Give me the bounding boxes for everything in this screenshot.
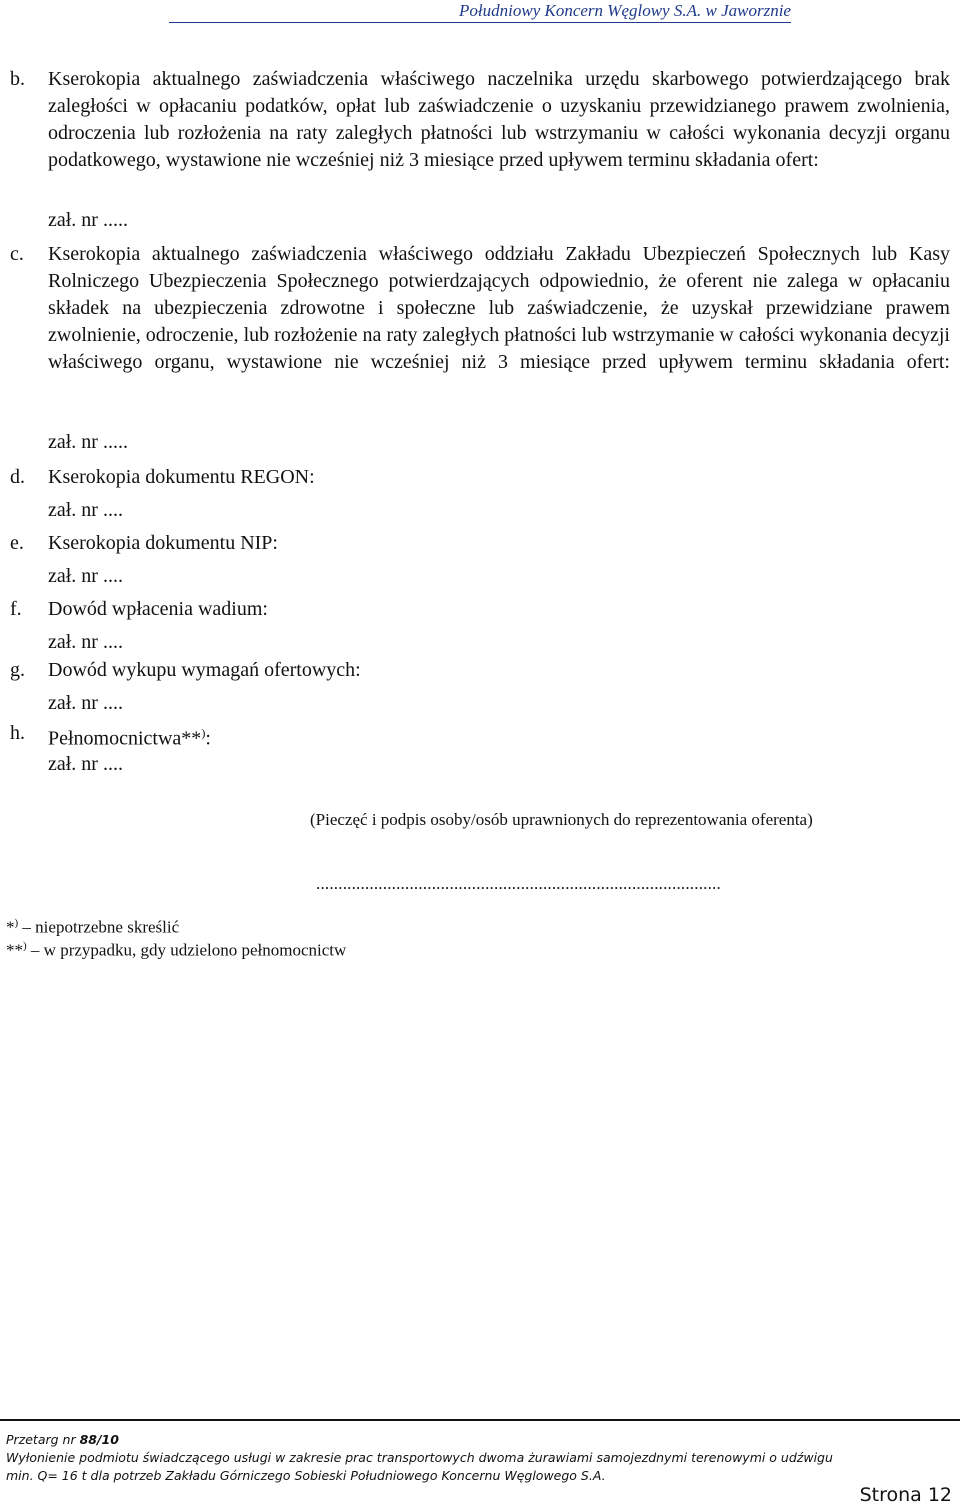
item-letter: g. (10, 659, 25, 681)
item-text-mark: ) (201, 726, 206, 740)
item-text: Kserokopia dokumentu REGON: (48, 466, 315, 488)
page-header (0, 0, 960, 24)
list-item-g (10, 657, 950, 684)
footer-divider (0, 1419, 960, 1421)
attachment-number-d: zał. nr .... (48, 499, 123, 521)
item-text: Kserokopia aktualnego zaświadczenia właściwego naczelnika urzędu skarbowego potwierdzającego brak zaległości w opłacaniu podatków, opłat lub zaświadczenie o uzyskaniu przewidzianego prawem zwolnienia, odroczenia lub rozłożenia na raty zaległych płatności lub wstrzymaniu w całości wykonania decyzji organu podatkowego, wystawione nie wcześniej niż 3 miesiące przed upływem terminu składania ofert: (48, 68, 950, 171)
signature-line: ........................................................................................... (316, 874, 721, 893)
item-text: Kserokopia aktualnego zaświadczenia właściwego oddziału Zakładu Ubezpieczeń Społecznych lub Kasy Rolniczego Ubezpieczenia Społecznego potwierdzających odpowiednio, że oferent nie zalega w opłacaniu składek na ubezpieczenia zdrowotne i społeczne lub zaświadczenie, że uzyskał przewidziane prawem zwolnienie, odroczenie, lub rozłożenie na raty zaległych płatności lub wstrzymanie w całości wykonania decyzji właściwego organu, wystawione nie wcześniej niż 3 miesiące przed upływem terminu składania ofert: (48, 243, 950, 373)
footnote-2 (6, 935, 346, 962)
footer-description-line-2: min. Q= 16 t dla potrzeb Zakładu Górniczego Sobieski Południowego Koncernu Węglowego S.A. (6, 1468, 606, 1483)
footnote-text: – niepotrzebne skreślić (22, 917, 180, 937)
footnote-mark: ** (6, 940, 23, 960)
footnote-text: – w przypadku, gdy udzielono pełnomocnictw (30, 940, 347, 960)
item-letter: f. (10, 598, 22, 620)
item-text-main: Pełnomocnictwa** (48, 727, 202, 750)
attachment-number-h: zał. nr .... (48, 753, 123, 775)
attachment-number-g: zał. nr .... (48, 692, 123, 714)
list-item-h (10, 720, 950, 753)
item-text: Kserokopia dokumentu NIP: (48, 532, 278, 554)
footer-tender-label: Przetarg nr (6, 1432, 76, 1447)
list-item-f (10, 596, 950, 623)
item-text (48, 720, 950, 753)
item-letter: c. (10, 243, 24, 265)
footer-description-line: Wyłonienie podmiotu świadczącego usługi w zakresie prac transportowych dwoma żurawiami samojezdnymi terenowymi o udźwigu (6, 1450, 833, 1465)
list-item-b (10, 66, 950, 174)
list-item-e (10, 530, 950, 557)
item-letter: h. (10, 722, 25, 744)
footer-tender-line (6, 1431, 946, 1449)
footer-tender-number: 88/10 (79, 1432, 119, 1447)
item-letter: d. (10, 466, 25, 488)
item-text-suffix: : (205, 727, 211, 750)
item-letter: e. (10, 532, 24, 554)
header-company: Południowy Koncern Węglowy S.A. w Jaworznie (169, 0, 791, 23)
list-item-d (10, 464, 950, 491)
attachment-number-e: zał. nr .... (48, 565, 123, 587)
item-text: Dowód wpłacenia wadium: (48, 598, 268, 620)
footnote-sup: ) (14, 917, 19, 929)
attachment-number-f: zał. nr .... (48, 631, 123, 653)
footnote-sup: ) (23, 940, 27, 952)
signature-caption: (Pieczęć i podpis osoby/osób uprawnionych do reprezentowania oferenta) (310, 810, 813, 829)
attachment-number-c: zał. nr ..... (48, 431, 128, 453)
item-letter: b. (10, 68, 25, 90)
item-text: Dowód wykupu wymagań ofertowych: (48, 659, 361, 681)
attachment-number-b: zał. nr ..... (48, 209, 128, 231)
footnote-mark: * (6, 917, 15, 937)
page-number: Strona 12 (859, 1484, 952, 1506)
list-item-c (10, 241, 950, 376)
